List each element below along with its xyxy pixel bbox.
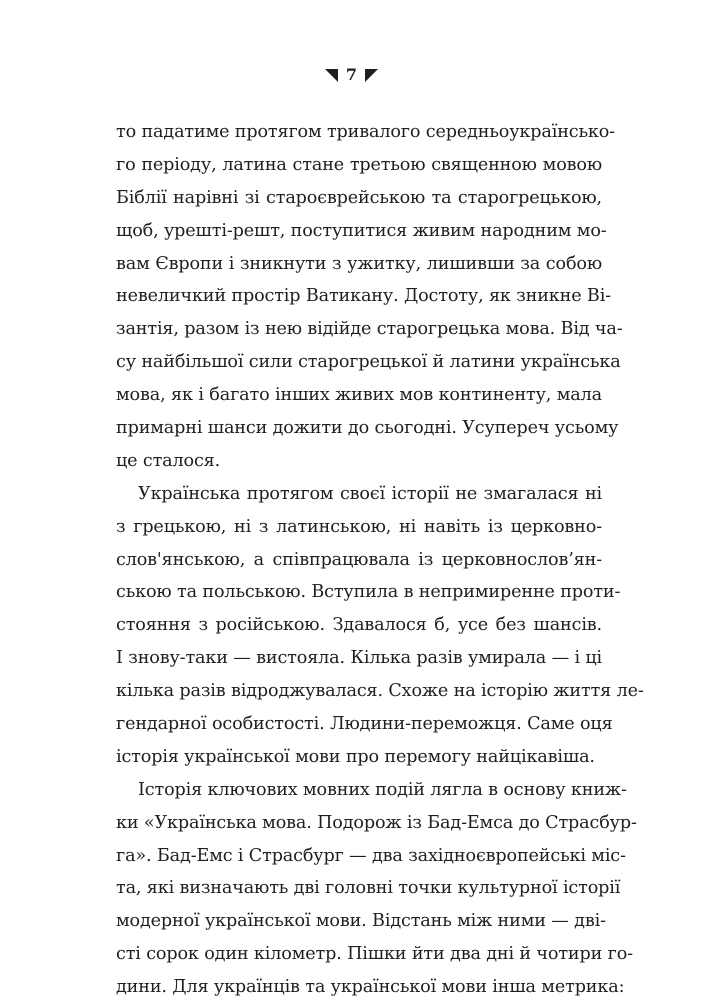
text-line: з грецькою, ні з латинською, ні навіть із церковно- (116, 516, 602, 537)
left-ornament-icon (325, 69, 338, 82)
page-header (0, 62, 703, 88)
text-line: Історія ключових мовних подій лягла в основу книж- (138, 779, 627, 800)
text-line: га». Бад-Емс і Страсбург — два західноєвропейські міс- (116, 845, 626, 866)
text-line: стояння з російською. Здавалося б, усе без шансів. (116, 615, 602, 636)
text-line: го періоду, латина стане третьою священною мовою (116, 154, 602, 175)
paragraph (116, 116, 623, 478)
text-line: гендарної особистості. Людини-переможця. Саме оця (116, 714, 613, 735)
text-line: мова, як і багато інших живих мов континенту, мала (116, 385, 602, 406)
text-line: та, які визначають дві головні точки культурної історії (116, 878, 621, 899)
page-number: 7 (345, 65, 358, 84)
text-line: дини. Для українців та української мови інша метрика: (116, 977, 625, 998)
text-line: вам Європи і зникнути з ужитку, лишивши за собою (116, 253, 602, 274)
paragraph (116, 478, 644, 774)
paragraph (116, 774, 637, 1004)
text-line: то падатиме протягом тривалого середньоукраїнсько- (116, 122, 615, 142)
text-line: зантія, разом із нею відійде старогрецька мова. Від ча- (116, 319, 623, 340)
text-line: ки «Українська мова. Подорож із Бад-Емса до Страсбур- (116, 812, 637, 833)
text-line: Українська протягом своєї історії не змагалася ні (138, 483, 602, 504)
text-line: примарні шанси дожити до сьогодні. Усупереч усьому (116, 418, 619, 439)
body-text (116, 116, 644, 1004)
text-line: су найбільшої сили старогрецької й латини українська (116, 352, 621, 373)
text-line: невеличкий простір Ватикану. Достоту, як зникне Ві- (116, 286, 611, 307)
text-line: ською та польською. Вступила в непримиренне проти- (116, 582, 621, 603)
text-line: І знову-таки — вистояла. Кілька разів умирала — і ці (116, 648, 603, 669)
text-line: слов'янською, а співпрацювала із церковнослов’ян- (116, 549, 602, 570)
text-line: Біблії нарівні зі староєврейською та старогрецькою, (116, 187, 602, 208)
text-line: історія української мови про перемогу найцікавіша. (116, 746, 595, 767)
text-line: сті сорок один кілометр. Пішки йти два дні й чотири го- (116, 944, 633, 965)
text-line: кілька разів відроджувалася. Схоже на історію життя ле- (116, 681, 644, 702)
text-line: модерної української мови. Відстань між ними — дві- (116, 911, 606, 932)
text-line: це сталося. (116, 450, 221, 471)
right-ornament-icon (365, 69, 378, 82)
text-line: щоб, урешті-решт, поступитися живим народним мо- (116, 220, 607, 241)
